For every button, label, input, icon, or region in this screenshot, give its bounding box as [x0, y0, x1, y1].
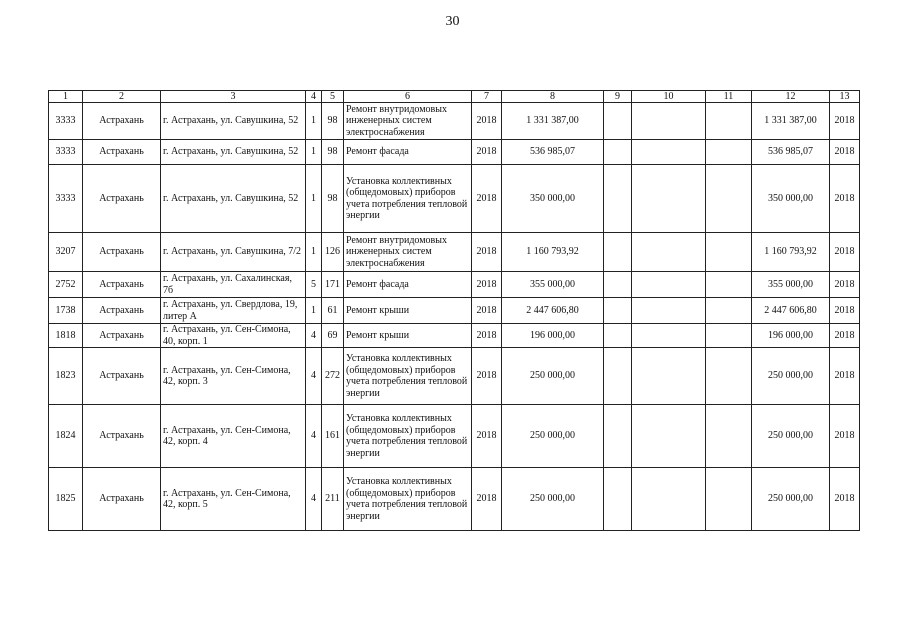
cell-col5: 69 — [322, 324, 344, 348]
cell-end-year: 2018 — [830, 272, 860, 298]
cell-end-year: 2018 — [830, 324, 860, 348]
cell-amount: 196 000,00 — [502, 324, 604, 348]
cell-work: Ремонт внутридомовых инженерных систем электроснабжения — [344, 233, 472, 272]
table-row — [49, 272, 860, 298]
header-col-2: 2 — [83, 91, 161, 103]
cell-year: 2018 — [472, 272, 502, 298]
cell-col4: 1 — [306, 233, 322, 272]
cell-col10 — [632, 140, 706, 165]
cell-total: 350 000,00 — [752, 165, 830, 233]
cell-amount: 350 000,00 — [502, 165, 604, 233]
cell-year: 2018 — [472, 468, 502, 531]
cell-end-year: 2018 — [830, 103, 860, 140]
cell-end-year: 2018 — [830, 405, 860, 468]
cell-address: г. Астрахань, ул. Свердлова, 19, литер А — [161, 298, 306, 324]
cell-total: 1 331 387,00 — [752, 103, 830, 140]
cell-id: 1818 — [49, 324, 83, 348]
table-row — [49, 348, 860, 405]
cell-address: г. Астрахань, ул. Савушкина, 7/2 — [161, 233, 306, 272]
cell-id: 3333 — [49, 140, 83, 165]
cell-col11 — [706, 468, 752, 531]
cell-col4: 4 — [306, 468, 322, 531]
cell-work: Установка коллективных (общедомовых) приборов учета потребления тепловой энергии — [344, 468, 472, 531]
header-col-13: 13 — [830, 91, 860, 103]
cell-col11 — [706, 272, 752, 298]
cell-col10 — [632, 468, 706, 531]
cell-col5: 272 — [322, 348, 344, 405]
table-row — [49, 233, 860, 272]
cell-col9 — [604, 348, 632, 405]
cell-work: Установка коллективных (общедомовых) приборов учета потребления тепловой энергии — [344, 165, 472, 233]
cell-id: 2752 — [49, 272, 83, 298]
cell-amount: 250 000,00 — [502, 348, 604, 405]
cell-col9 — [604, 140, 632, 165]
cell-address: г. Астрахань, ул. Савушкина, 52 — [161, 103, 306, 140]
cell-year: 2018 — [472, 405, 502, 468]
cell-year: 2018 — [472, 348, 502, 405]
cell-col11 — [706, 348, 752, 405]
cell-col10 — [632, 298, 706, 324]
table-row — [49, 103, 860, 140]
cell-col9 — [604, 233, 632, 272]
cell-work: Ремонт крыши — [344, 324, 472, 348]
cell-total: 250 000,00 — [752, 348, 830, 405]
cell-id: 3207 — [49, 233, 83, 272]
cell-col5: 61 — [322, 298, 344, 324]
cell-address: г. Астрахань, ул. Сен-Симона, 42, корп. 5 — [161, 468, 306, 531]
cell-city: Астрахань — [83, 272, 161, 298]
cell-amount: 250 000,00 — [502, 405, 604, 468]
cell-address: г. Астрахань, ул. Сен-Симона, 40, корп. 1 — [161, 324, 306, 348]
cell-end-year: 2018 — [830, 348, 860, 405]
cell-col5: 161 — [322, 405, 344, 468]
cell-end-year: 2018 — [830, 298, 860, 324]
cell-year: 2018 — [472, 103, 502, 140]
cell-col11 — [706, 103, 752, 140]
cell-address: г. Астрахань, ул. Сен-Симона, 42, корп. 3 — [161, 348, 306, 405]
header-col-3: 3 — [161, 91, 306, 103]
cell-id: 1824 — [49, 405, 83, 468]
cell-col11 — [706, 324, 752, 348]
cell-address: г. Астрахань, ул. Савушкина, 52 — [161, 140, 306, 165]
cell-col5: 98 — [322, 140, 344, 165]
table-row — [49, 405, 860, 468]
cell-work: Установка коллективных (общедомовых) приборов учета потребления тепловой энергии — [344, 405, 472, 468]
header-col-7: 7 — [472, 91, 502, 103]
cell-col9 — [604, 324, 632, 348]
cell-col9 — [604, 468, 632, 531]
cell-col4: 4 — [306, 324, 322, 348]
cell-end-year: 2018 — [830, 468, 860, 531]
cell-amount: 536 985,07 — [502, 140, 604, 165]
cell-city: Астрахань — [83, 233, 161, 272]
cell-col10 — [632, 348, 706, 405]
cell-total: 536 985,07 — [752, 140, 830, 165]
cell-col11 — [706, 165, 752, 233]
cell-total: 196 000,00 — [752, 324, 830, 348]
cell-total: 250 000,00 — [752, 468, 830, 531]
cell-id: 3333 — [49, 165, 83, 233]
cell-work: Ремонт внутридомовых инженерных систем электроснабжения — [344, 103, 472, 140]
cell-end-year: 2018 — [830, 233, 860, 272]
cell-id: 1825 — [49, 468, 83, 531]
cell-city: Астрахань — [83, 405, 161, 468]
table-row — [49, 468, 860, 531]
header-col-1: 1 — [49, 91, 83, 103]
cell-year: 2018 — [472, 165, 502, 233]
cell-amount: 2 447 606,80 — [502, 298, 604, 324]
cell-total: 2 447 606,80 — [752, 298, 830, 324]
cell-year: 2018 — [472, 324, 502, 348]
cell-id: 1738 — [49, 298, 83, 324]
cell-col9 — [604, 405, 632, 468]
cell-col4: 4 — [306, 348, 322, 405]
cell-col5: 211 — [322, 468, 344, 531]
cell-total: 355 000,00 — [752, 272, 830, 298]
header-col-4: 4 — [306, 91, 322, 103]
cell-city: Астрахань — [83, 165, 161, 233]
cell-city: Астрахань — [83, 348, 161, 405]
cell-id: 3333 — [49, 103, 83, 140]
cell-col4: 1 — [306, 103, 322, 140]
cell-amount: 1 160 793,92 — [502, 233, 604, 272]
cell-year: 2018 — [472, 298, 502, 324]
cell-col4: 5 — [306, 272, 322, 298]
cell-work: Ремонт крыши — [344, 298, 472, 324]
table-row — [49, 298, 860, 324]
cell-col9 — [604, 272, 632, 298]
table-row — [49, 165, 860, 233]
column-number-row — [49, 91, 860, 103]
header-col-12: 12 — [752, 91, 830, 103]
cell-year: 2018 — [472, 233, 502, 272]
header-col-11: 11 — [706, 91, 752, 103]
cell-work: Ремонт фасада — [344, 140, 472, 165]
cell-col9 — [604, 103, 632, 140]
cell-col4: 4 — [306, 405, 322, 468]
cell-col10 — [632, 103, 706, 140]
cell-col11 — [706, 405, 752, 468]
header-col-9: 9 — [604, 91, 632, 103]
header-col-5: 5 — [322, 91, 344, 103]
cell-col4: 1 — [306, 165, 322, 233]
cell-col9 — [604, 298, 632, 324]
repair-program-table — [48, 90, 860, 531]
cell-col10 — [632, 233, 706, 272]
cell-col10 — [632, 272, 706, 298]
cell-city: Астрахань — [83, 298, 161, 324]
header-col-8: 8 — [502, 91, 604, 103]
table-row — [49, 324, 860, 348]
cell-city: Астрахань — [83, 103, 161, 140]
cell-col5: 98 — [322, 165, 344, 233]
cell-city: Астрахань — [83, 140, 161, 165]
cell-work: Установка коллективных (общедомовых) приборов учета потребления тепловой энергии — [344, 348, 472, 405]
cell-col11 — [706, 298, 752, 324]
cell-col4: 1 — [306, 140, 322, 165]
cell-amount: 250 000,00 — [502, 468, 604, 531]
table-row — [49, 140, 860, 165]
cell-col10 — [632, 165, 706, 233]
cell-col11 — [706, 233, 752, 272]
cell-col5: 171 — [322, 272, 344, 298]
cell-col5: 98 — [322, 103, 344, 140]
cell-col4: 1 — [306, 298, 322, 324]
cell-col5: 126 — [322, 233, 344, 272]
cell-address: г. Астрахань, ул. Савушкина, 52 — [161, 165, 306, 233]
cell-col10 — [632, 405, 706, 468]
cell-amount: 355 000,00 — [502, 272, 604, 298]
cell-col11 — [706, 140, 752, 165]
cell-end-year: 2018 — [830, 165, 860, 233]
cell-col10 — [632, 324, 706, 348]
cell-end-year: 2018 — [830, 140, 860, 165]
header-col-10: 10 — [632, 91, 706, 103]
cell-total: 1 160 793,92 — [752, 233, 830, 272]
page-number: 30 — [445, 14, 460, 29]
cell-address: г. Астрахань, ул. Сен-Симона, 42, корп. 4 — [161, 405, 306, 468]
cell-city: Астрахань — [83, 324, 161, 348]
header-col-6: 6 — [344, 91, 472, 103]
cell-col9 — [604, 165, 632, 233]
cell-total: 250 000,00 — [752, 405, 830, 468]
cell-work: Ремонт фасада — [344, 272, 472, 298]
cell-city: Астрахань — [83, 468, 161, 531]
cell-id: 1823 — [49, 348, 83, 405]
cell-address: г. Астрахань, ул. Сахалинская, 7б — [161, 272, 306, 298]
cell-year: 2018 — [472, 140, 502, 165]
cell-amount: 1 331 387,00 — [502, 103, 604, 140]
